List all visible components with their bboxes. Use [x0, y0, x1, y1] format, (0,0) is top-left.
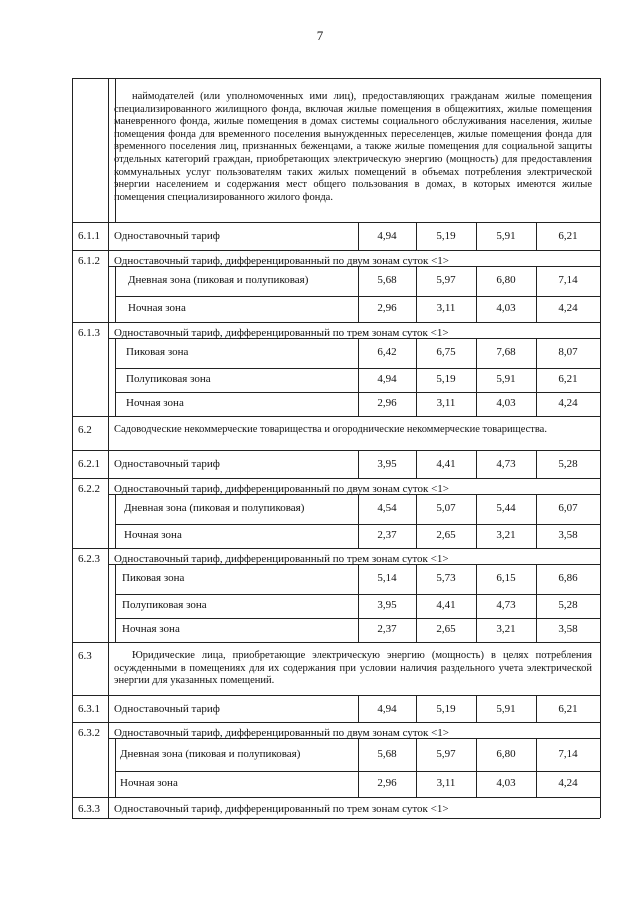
cell-divider — [358, 368, 359, 392]
cell-divider — [476, 524, 477, 548]
cell-divider — [600, 771, 601, 797]
cell-divider — [358, 296, 359, 322]
row-separator — [72, 250, 600, 251]
intro-inner-border — [115, 78, 116, 222]
cell-divider — [416, 296, 417, 322]
sub-row-separator — [115, 322, 600, 323]
cell-divider — [476, 618, 477, 642]
tariff-value: 3,11 — [436, 302, 456, 314]
tariff-value: 5,19 — [436, 230, 456, 242]
tariff-value: 2,96 — [377, 302, 397, 314]
row-code: 6.2.3 — [78, 553, 100, 565]
tariff-value: 2,65 — [436, 623, 456, 635]
row-label: Одноставочный тариф — [114, 458, 220, 470]
row-code: 6.2.1 — [78, 458, 100, 470]
cell-divider — [358, 738, 359, 771]
sub-row-border — [115, 368, 116, 392]
tariff-value: 5,97 — [436, 747, 456, 760]
tariff-value: 4,24 — [558, 777, 578, 789]
row-code: 6.3.1 — [78, 703, 100, 715]
tariff-value: 3,95 — [377, 599, 397, 611]
tariff-value: 4,41 — [436, 599, 456, 611]
sub-row-border — [115, 338, 116, 368]
row-label: Одноставочный тариф, дифференцированный по трем зонам суток <1> — [114, 327, 449, 339]
row-label: Ночная зона — [126, 397, 184, 409]
sub-row-border — [115, 266, 116, 296]
tariff-value: 4,24 — [558, 302, 578, 314]
intro-paragraph: наймодателей (или уполномоченных ими лиц), предоставляющих гражданам жилые помещения специализированного жилищного фонда, включая жилые помещения в общежитиях, жилые помещения маневренного фонда, жилые помещения в домах системы социального обслуживания населения, жилые помещения фонда для временного поселения вынужденных переселенцев, жилые помещения фонда для временного поселения лиц, признанных беженцами, а также жилые помещения для социальной защиты отдельных категорий граждан, приобретающих электрическую энергию (мощность) для предоставления коммунальных услуг пользователям таких жилых помещений в объемах потребления электрической энергии населением и содержания мест общего пользования в домах, в которых имеются жилые помещения специализированного жилого фонда. — [114, 91, 592, 203]
tariff-value: 6,80 — [496, 747, 516, 760]
row-label: Ночная зона — [120, 777, 178, 789]
tariff-value: 3,95 — [377, 458, 397, 470]
cell-divider — [600, 450, 601, 478]
tariff-value: 4,03 — [496, 302, 516, 314]
tariff-value: 5,07 — [436, 502, 456, 514]
row-label: Пиковая зона — [126, 346, 189, 358]
cell-divider — [476, 695, 477, 722]
cell-divider — [358, 618, 359, 642]
row-separator — [72, 478, 600, 479]
cell-divider — [536, 338, 537, 368]
section-description: Юридические лица, приобретающие электрическую энергию (мощность) в целях потребления осужденными в помещениях для их содержания при условии наличия раздельного учета электрической энергии для указанных помещений. — [114, 650, 592, 687]
tariff-value: 4,54 — [377, 502, 397, 514]
cell-divider — [416, 618, 417, 642]
sub-row-border — [115, 771, 116, 797]
sub-row-border — [115, 494, 116, 524]
cell-divider — [476, 296, 477, 322]
row-label: Пиковая зона — [122, 572, 185, 584]
row-label: Дневная зона (пиковая и полупиковая) — [120, 747, 301, 760]
cell-divider — [536, 450, 537, 478]
sub-row-separator — [115, 416, 600, 417]
cell-divider — [600, 392, 601, 416]
tariff-value: 5,28 — [558, 599, 578, 611]
tariff-value: 2,65 — [436, 529, 456, 541]
cell-divider — [600, 296, 601, 322]
tariff-value: 4,94 — [377, 373, 397, 385]
cell-divider — [358, 392, 359, 416]
cell-divider — [536, 368, 537, 392]
sub-row-border — [115, 738, 116, 771]
row-code: 6.2 — [78, 424, 92, 436]
cell-divider — [358, 594, 359, 618]
tariff-value: 6,80 — [496, 274, 516, 286]
tariff-value: 5,19 — [436, 373, 456, 385]
row-label: Одноставочный тариф, дифференцированный по трем зонам суток <1> — [114, 803, 449, 815]
tariff-value: 5,91 — [496, 373, 516, 385]
tariff-value: 5,44 — [496, 502, 516, 514]
tariff-value: 3,21 — [496, 529, 516, 541]
row-code: 6.2.2 — [78, 483, 100, 495]
cell-divider — [536, 771, 537, 797]
tariff-value: 5,91 — [496, 703, 516, 715]
tariff-value: 6,21 — [558, 373, 578, 385]
row-label: Одноставочный тариф, дифференцированный по двум зонам суток <1> — [114, 727, 449, 739]
cell-divider — [536, 564, 537, 594]
cell-divider — [600, 338, 601, 368]
tariff-value: 3,21 — [496, 623, 516, 635]
page-number: 7 — [316, 28, 324, 43]
cell-divider — [600, 618, 601, 642]
cell-divider — [536, 494, 537, 524]
tariff-value: 5,19 — [436, 703, 456, 715]
row-separator — [72, 722, 600, 723]
cell-divider — [536, 695, 537, 722]
row-label: Ночная зона — [122, 623, 180, 635]
cell-divider — [416, 392, 417, 416]
tariff-value: 3,58 — [558, 529, 578, 541]
row-label: Дневная зона (пиковая и полупиковая) — [128, 274, 309, 286]
tariff-value: 6,75 — [436, 346, 456, 358]
row-code: 6.1.2 — [78, 255, 100, 267]
code-column-border — [108, 78, 109, 818]
cell-divider — [416, 338, 417, 368]
row-code: 6.3 — [78, 650, 92, 662]
cell-divider — [358, 695, 359, 722]
cell-divider — [416, 524, 417, 548]
tariff-value: 4,73 — [496, 458, 516, 470]
cell-divider — [476, 594, 477, 618]
cell-divider — [358, 338, 359, 368]
cell-divider — [600, 695, 601, 722]
cell-divider — [358, 564, 359, 594]
tariff-value: 4,03 — [496, 397, 516, 409]
cell-divider — [416, 368, 417, 392]
row-separator — [72, 450, 600, 451]
row-label: Одноставочный тариф — [114, 230, 220, 242]
tariff-value: 3,11 — [436, 397, 456, 409]
cell-divider — [476, 450, 477, 478]
tariff-value: 7,14 — [558, 274, 578, 286]
cell-divider — [536, 392, 537, 416]
sub-row-border — [115, 524, 116, 548]
cell-divider — [358, 524, 359, 548]
tariff-value: 3,11 — [436, 777, 456, 789]
row-label: Полупиковая зона — [122, 599, 207, 611]
cell-divider — [476, 392, 477, 416]
sub-row-border — [115, 296, 116, 322]
row-label: Полупиковая зона — [126, 373, 211, 385]
row-code: 6.1.3 — [78, 327, 100, 339]
cell-divider — [416, 222, 417, 250]
cell-divider — [416, 594, 417, 618]
sub-row-border — [115, 392, 116, 416]
cell-divider — [416, 564, 417, 594]
cell-divider — [358, 450, 359, 478]
row-code: 6.1.1 — [78, 230, 100, 242]
cell-divider — [536, 296, 537, 322]
tariff-value: 2,96 — [377, 397, 397, 409]
tariff-value: 4,94 — [377, 230, 397, 242]
row-label: Одноставочный тариф, дифференцированный по трем зонам суток <1> — [114, 553, 449, 565]
tariff-value: 6,07 — [558, 502, 578, 514]
cell-divider — [416, 450, 417, 478]
cell-divider — [600, 494, 601, 524]
tariff-value: 6,86 — [558, 572, 578, 584]
cell-divider — [536, 524, 537, 548]
tariff-value: 4,24 — [558, 397, 578, 409]
row-separator — [72, 222, 600, 223]
tariff-value: 6,42 — [377, 346, 397, 358]
tariff-value: 8,07 — [558, 346, 578, 358]
tariff-value: 5,14 — [377, 572, 397, 584]
tariff-value: 6,15 — [496, 572, 516, 584]
cell-divider — [600, 266, 601, 296]
table-top-border — [72, 78, 600, 79]
cell-divider — [476, 338, 477, 368]
tariff-value: 5,68 — [377, 747, 397, 760]
cell-divider — [416, 738, 417, 771]
tariff-value: 5,97 — [436, 274, 456, 286]
tariff-value: 5,73 — [436, 572, 456, 584]
cell-divider — [536, 738, 537, 771]
tariff-value: 6,21 — [558, 703, 578, 715]
cell-divider — [358, 494, 359, 524]
cell-divider — [476, 368, 477, 392]
row-label: Ночная зона — [124, 529, 182, 541]
cell-divider — [600, 564, 601, 594]
row-code: 6.3.3 — [78, 803, 100, 815]
tariff-value: 2,96 — [377, 777, 397, 789]
tariff-value: 5,68 — [377, 274, 397, 286]
sub-row-separator — [115, 797, 600, 798]
tariff-value: 7,68 — [496, 346, 516, 358]
cell-divider — [536, 266, 537, 296]
cell-divider — [476, 494, 477, 524]
row-label: Ночная зона — [128, 302, 186, 314]
tariff-value: 6,21 — [558, 230, 578, 242]
tariff-value: 2,37 — [377, 623, 397, 635]
cell-divider — [600, 368, 601, 392]
tariff-value: 4,41 — [436, 458, 456, 470]
row-label: Одноставочный тариф, дифференцированный по двум зонам суток <1> — [114, 483, 449, 495]
row-code: 6.3.2 — [78, 727, 100, 739]
cell-divider — [600, 222, 601, 250]
sub-row-border — [115, 564, 116, 594]
row-separator — [72, 695, 600, 696]
sub-row-border — [115, 594, 116, 618]
cell-divider — [476, 266, 477, 296]
tariff-value: 4,94 — [377, 703, 397, 715]
cell-divider — [476, 564, 477, 594]
cell-divider — [536, 594, 537, 618]
cell-divider — [416, 494, 417, 524]
tariff-value: 4,73 — [496, 599, 516, 611]
cell-divider — [600, 738, 601, 771]
cell-divider — [476, 222, 477, 250]
cell-divider — [358, 222, 359, 250]
tariff-value: 4,03 — [496, 777, 516, 789]
row-label: Одноставочный тариф — [114, 703, 220, 715]
cell-divider — [600, 594, 601, 618]
table-bottom-border — [72, 818, 600, 819]
cell-divider — [358, 771, 359, 797]
tariff-value: 5,28 — [558, 458, 578, 470]
sub-row-separator — [115, 642, 600, 643]
table-left-border — [72, 78, 73, 818]
cell-divider — [476, 738, 477, 771]
cell-divider — [536, 618, 537, 642]
row-label: Одноставочный тариф, дифференцированный по двум зонам суток <1> — [114, 255, 449, 267]
row-label: Дневная зона (пиковая и полупиковая) — [124, 502, 305, 514]
cell-divider — [416, 695, 417, 722]
tariff-value: 3,58 — [558, 623, 578, 635]
section-description: Садоводческие некоммерческие товарищества и огороднические некоммерческие товарищества. — [114, 424, 547, 435]
sub-row-border — [115, 618, 116, 642]
cell-divider — [416, 266, 417, 296]
cell-divider — [600, 524, 601, 548]
cell-divider — [476, 771, 477, 797]
cell-divider — [536, 222, 537, 250]
tariff-value: 5,91 — [496, 230, 516, 242]
cell-divider — [358, 266, 359, 296]
tariff-value: 7,14 — [558, 747, 578, 760]
sub-row-separator — [115, 548, 600, 549]
cell-divider — [416, 771, 417, 797]
tariff-value: 2,37 — [377, 529, 397, 541]
